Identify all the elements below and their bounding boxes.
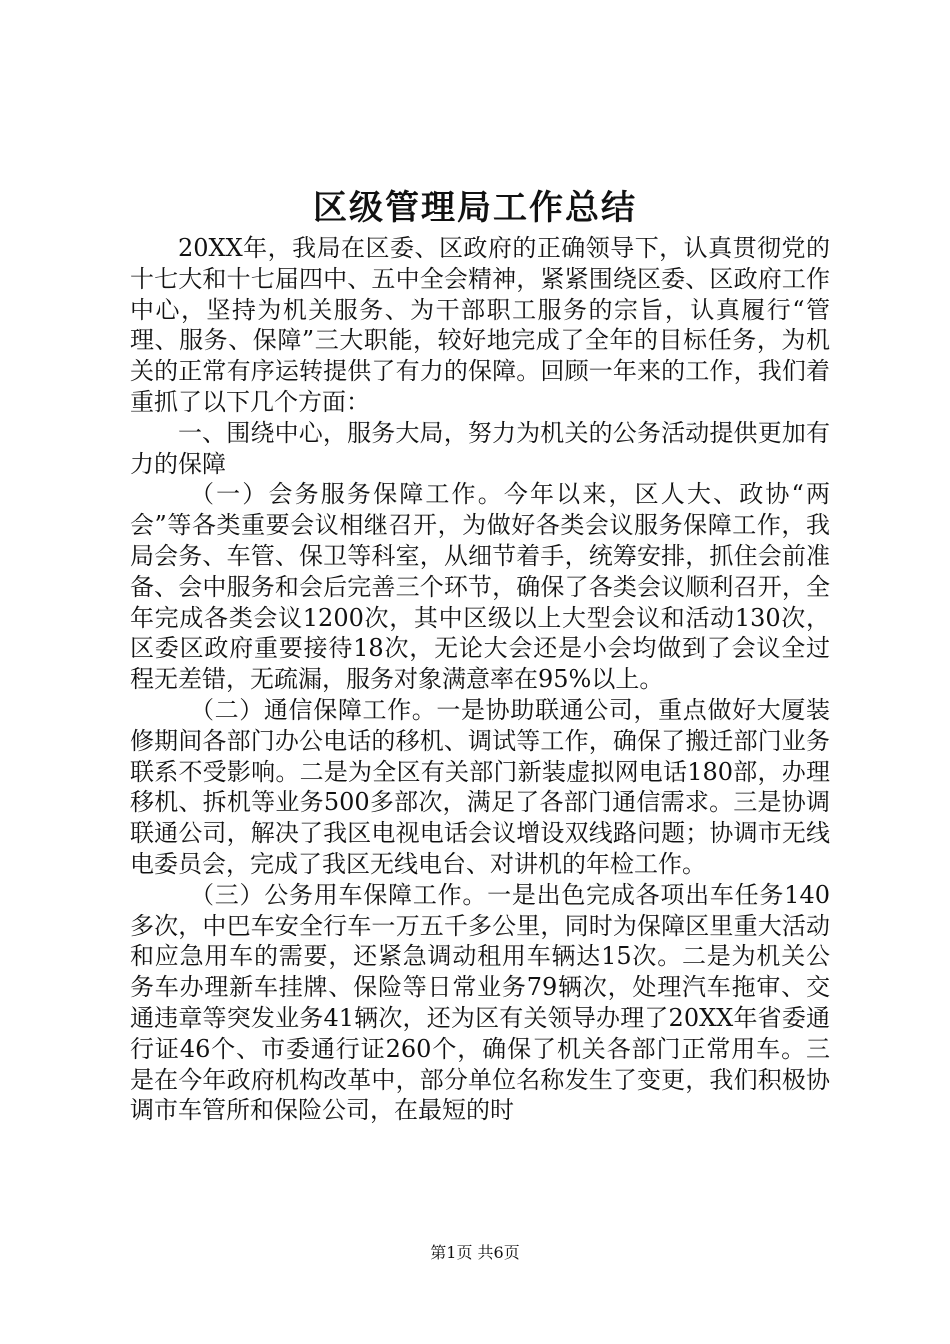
section-heading-1: 一、围绕中心，服务大局，努力为机关的公务活动提供更加有力的保障: [130, 418, 830, 478]
document-title: 区级管理局工作总结: [313, 188, 637, 228]
page-number-footer: 第1页 共6页: [430, 1243, 520, 1262]
paragraph-communication: （二）通信保障工作。一是协助联通公司，重点做好大厦装修期间各部门办公电话的移机、调试等工作，确保了搬迁部门业务联系不受影响。二是为全区有关部门新装虚拟网电话180部，办理移机、拆机等业务500多部次，满足了各部门通信需求。三是协调联通公司，解决了我区电视电话会议增设双线路问题；协调市无线电委员会，完成了我区无线电台、对讲机的年检工作。: [130, 695, 830, 878]
paragraph-intro: 20XX年，我局在区委、区政府的正确领导下，认真贯彻党的十七大和十七届四中、五中全会精神，紧紧围绕区委、区政府工作中心，坚持为机关服务、为干部职工服务的宗旨，认真履行“管理、服务、保障”三大职能，较好地完成了全年的目标任务，为机关的正常有序运转提供了有力的保障。回顾一年来的工作，我们着重抓了以下几个方面：: [130, 234, 830, 416]
document-body: [130, 233, 830, 1126]
paragraph-meeting-service: （一）会务服务保障工作。今年以来，区人大、政协“两会”等各类重要会议相继召开，为做好各类会议服务保障工作，我局会务、车管、保卫等科室，从细节着手，统筹安排，抓住会前准备、会中服务和会后完善三个环节，确保了各类会议顺利召开，全年完成各类会议1200次，其中区级以上大型会议和活动130次，区委区政府重要接待18次，无论大会还是小会均做到了会议全过程无差错，无疏漏，服务对象满意率在95%以上。: [130, 480, 830, 694]
paragraph-vehicle-service: （三）公务用车保障工作。一是出色完成各项出车任务140多次，中巴车安全行车一万五千多公里，同时为保障区里重大活动和应急用车的需要，还紧急调动租用车辆达15次。二是为机关公务车办理新车挂牌、保险等日常业务79辆次，处理汽车拖审、交通违章等突发业务41辆次，还为区有关领导办理了20XX年省委通行证46个、市委通行证260个，确保了机关各部门正常用车。三是在今年政府机构改革中，部分单位名称发生了变更，我们积极协调市车管所和保险公司，在最短的时: [130, 880, 830, 1125]
